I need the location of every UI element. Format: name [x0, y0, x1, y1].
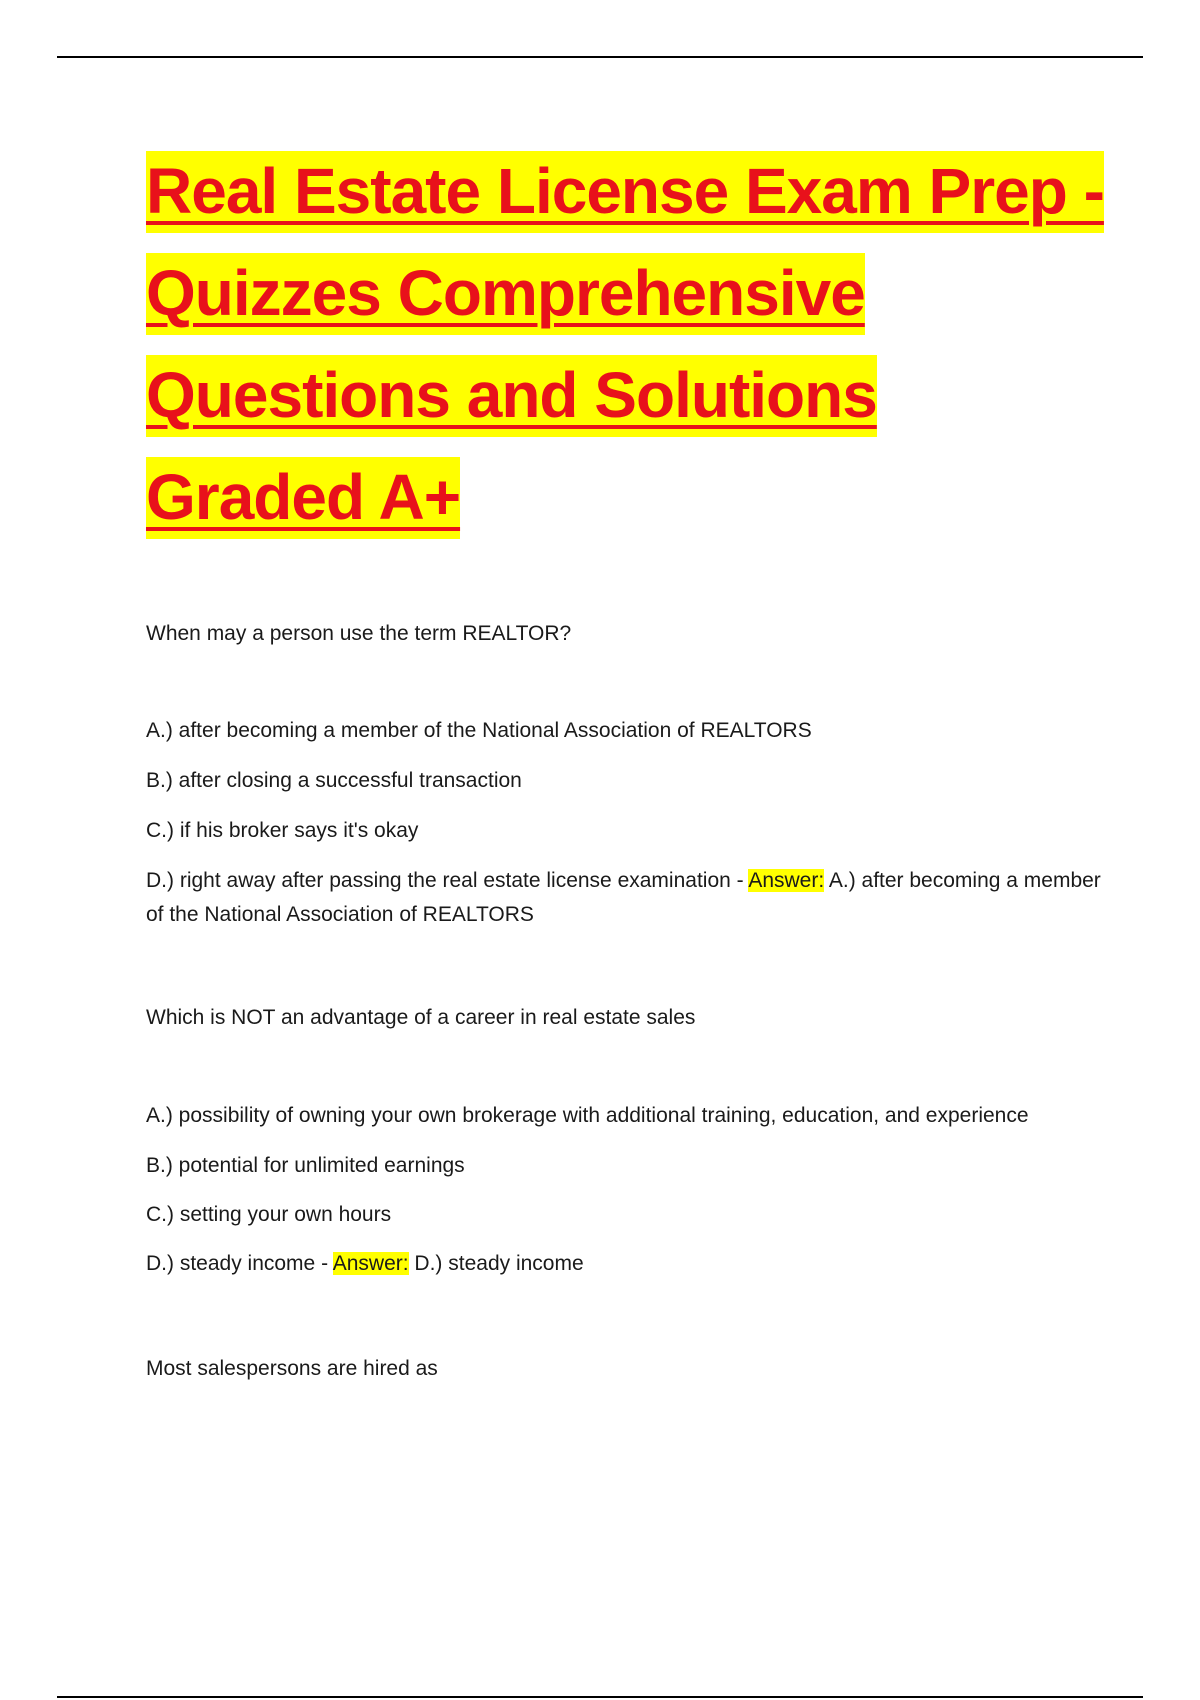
- answer-label: Answer:: [748, 869, 825, 892]
- answer-text: A.) after becoming a member of the National Association of REALTORS: [146, 869, 1101, 926]
- footer-rule: [57, 1696, 1143, 1698]
- answer-option: C.) setting your own hours: [146, 1203, 392, 1226]
- document-body: [146, 140, 1106, 1380]
- answer-text: D.) steady income: [408, 1252, 584, 1275]
- answer-option-with-answer: [146, 864, 1106, 932]
- answer-label: Answer:: [332, 1252, 409, 1275]
- header-rule: [57, 56, 1143, 58]
- title-line: Graded A+: [146, 446, 1106, 548]
- answer-option: A.) after becoming a member of the National Association of REALTORS: [146, 719, 812, 742]
- option-text: D.) steady income -: [146, 1252, 333, 1275]
- answer-option-with-answer: [146, 1247, 1106, 1281]
- option-text: D.) right away after passing the real estate license examination -: [146, 869, 749, 892]
- question-text: Which is NOT an advantage of a career in real estate sales: [146, 1006, 696, 1029]
- title-line: Questions and Solutions: [146, 344, 1106, 446]
- answer-option: C.) if his broker says it's okay: [146, 819, 419, 842]
- title-line: Real Estate License Exam Prep -: [146, 140, 1106, 242]
- answer-option: A.) possibility of owning your own brokerage with additional training, education, and experience: [146, 1104, 1029, 1127]
- answer-option: B.) after closing a successful transaction: [146, 769, 522, 792]
- title-line: Quizzes Comprehensive: [146, 242, 1106, 344]
- document-title: [146, 140, 1106, 548]
- question-text: When may a person use the term REALTOR?: [146, 622, 572, 645]
- answer-option: B.) potential for unlimited earnings: [146, 1154, 465, 1177]
- question-text: Most salespersons are hired as: [146, 1357, 438, 1380]
